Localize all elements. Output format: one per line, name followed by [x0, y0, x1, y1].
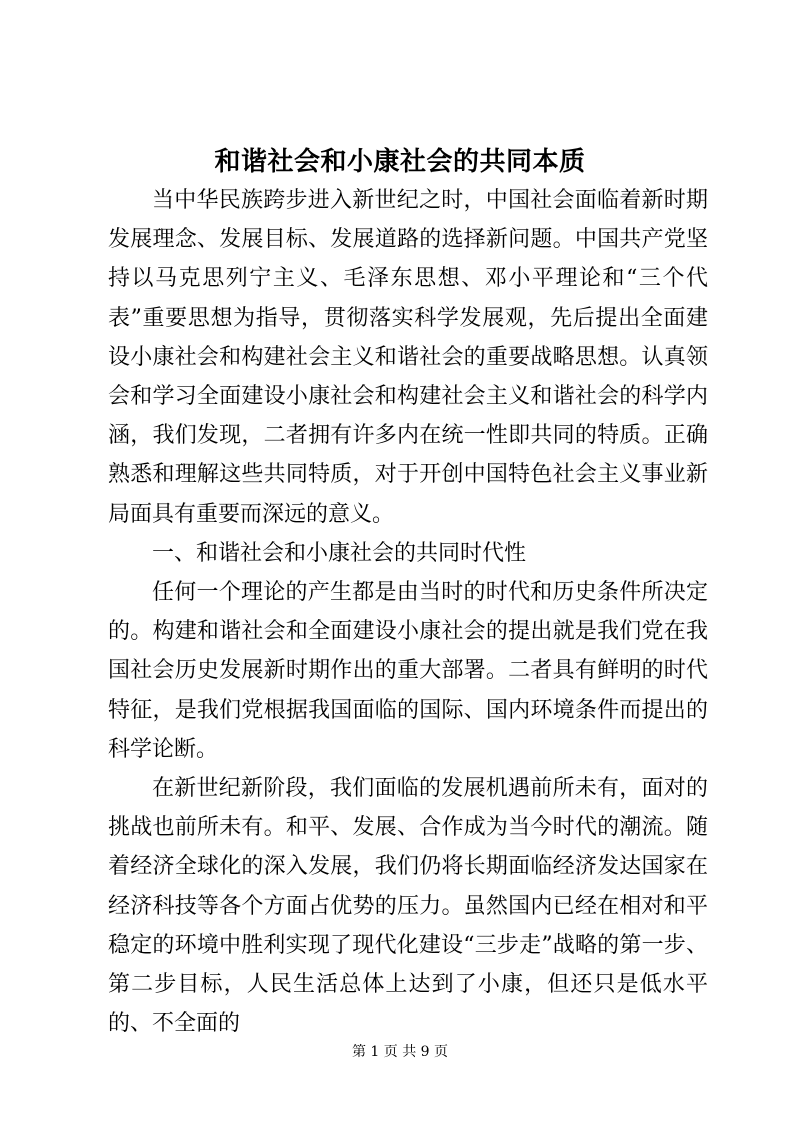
- section-heading: 一、和谐社会和小康社会的共同时代性: [152, 540, 527, 566]
- paragraph-new-era: 在新世纪新阶段，我们面临的发展机遇前所未有，面对的挑战也前所未有。和平、发展、合作成为当今时代的潮流。随着经济全球化的深入发展，我们仍将长期面临经济发达国家在经济科技等各个方面占优势的压力。虽然国内已经在相对和平稳定的环境中胜利实现了现代化建设“三步走”战略的第一步、第二步目标，人民生活总体上达到了小康，但还只是低水平的、不全面的: [108, 776, 708, 1037]
- document-title: 和谐社会和小康社会的共同本质: [214, 147, 586, 177]
- paragraph-intro: 当中华民族跨步进入新世纪之时，中国社会面临着新时期发展理念、发展目标、发展道路的选择新问题。中国共产党坚持以马克思列宁主义、毛泽东思想、邓小平理论和“三个代表”重要思想为指导，贯彻落实科学发展观，先后提出全面建设小康社会和构建社会主义和谐社会的重要战略思想。认真领会和学习全面建设小康社会和构建社会主义和谐社会的科学内涵，我们发现，二者拥有许多内在统一性即共同的特质。正确熟悉和理解这些共同特质，对于开创中国特色社会主义事业新局面具有重要而深远的意义。: [108, 188, 708, 527]
- paragraph-theory-origin: 任何一个理论的产生都是由当时的时代和历史条件所决定的。构建和谐社会和全面建设小康社会的提出就是我们党在我国社会历史发展新时期作出的重大部署。二者具有鲜明的时代特征，是我们党根据我国面临的国际、国内环境条件而提出的科学论断。: [108, 580, 708, 762]
- document-body: [108, 181, 708, 1043]
- page-footer: 第 1 页 共 9 页: [351, 1044, 449, 1060]
